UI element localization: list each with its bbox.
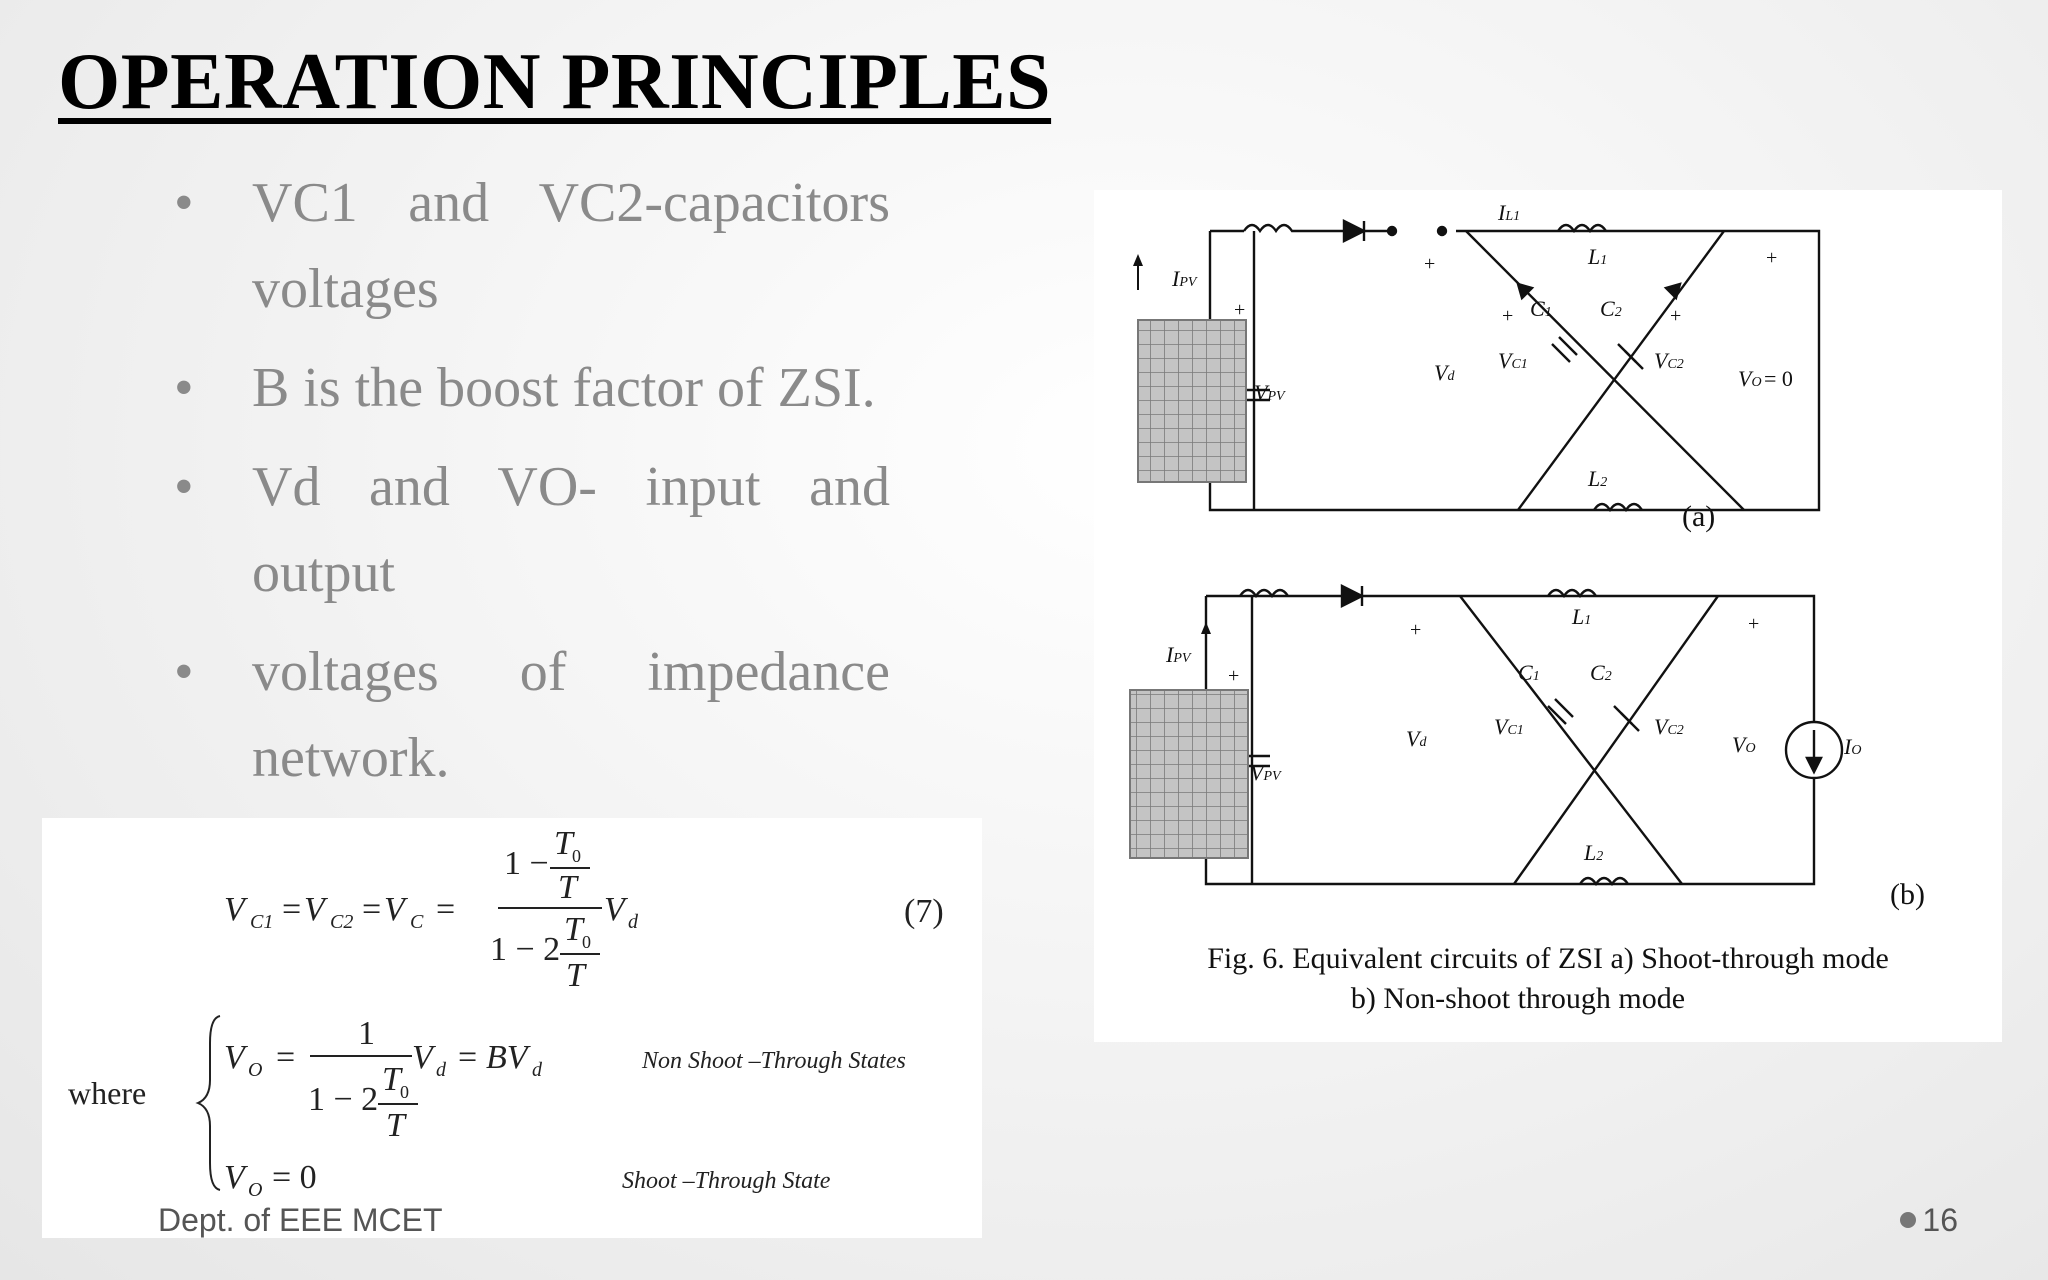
- bullet-item: [170, 160, 890, 332]
- svg-text:T: T: [558, 869, 577, 906]
- where-label: where: [68, 1075, 147, 1111]
- svg-text:Vd: Vd: [1434, 360, 1455, 385]
- svg-text:IL1: IL1: [1498, 200, 1521, 225]
- non-shoot-through-label: Non Shoot –Through States: [642, 1048, 906, 1074]
- bullet-text: voltages of impedance network.: [252, 641, 890, 789]
- label-b: (b): [1890, 878, 1925, 911]
- svg-text:T: T: [382, 1061, 401, 1098]
- svg-text:0: 0: [572, 846, 581, 866]
- svg-text:IO: IO: [1844, 734, 1862, 759]
- svg-text:+: +: [1748, 613, 1760, 635]
- bullet-item: [170, 444, 890, 616]
- svg-text:=: =: [436, 891, 456, 928]
- svg-text:0: 0: [582, 932, 591, 952]
- svg-text:C1: C1: [1518, 660, 1540, 685]
- footer-department: Dept. of EEE MCET: [158, 1202, 443, 1238]
- bullet-dot-icon: •: [174, 456, 194, 518]
- svg-text:=: =: [458, 1039, 478, 1076]
- bullet-text: Vd and VO- input and output: [252, 456, 890, 604]
- svg-text:+: +: [1766, 247, 1778, 269]
- svg-text:1 −: 1 −: [504, 845, 549, 882]
- slide-title: OPERATION PRINCIPLES: [58, 38, 1052, 126]
- bullet-item: [170, 345, 890, 431]
- svg-text:V: V: [412, 1039, 433, 1076]
- bullet-dot-icon: •: [174, 641, 194, 703]
- bullet-dot-icon: •: [174, 357, 194, 419]
- svg-text:C: C: [410, 911, 424, 933]
- bullet-list: [170, 160, 890, 814]
- svg-text:IPV: IPV: [1172, 266, 1197, 291]
- svg-text:C2: C2: [1590, 660, 1612, 685]
- circuit-svg: [1094, 190, 2002, 1042]
- bullet-text: VC1 and VC2-capacitors voltages: [252, 172, 890, 320]
- svg-text:T: T: [386, 1107, 405, 1144]
- svg-text:C2: C2: [1600, 296, 1622, 321]
- svg-text:1 − 2: 1 − 2: [308, 1081, 379, 1118]
- equation-number: (7): [904, 893, 944, 930]
- svg-text:VO: VO: [1732, 732, 1756, 757]
- svg-text:O: O: [248, 1179, 263, 1201]
- svg-text:V: V: [224, 1039, 245, 1076]
- formula-image: [42, 818, 982, 1238]
- svg-text:C1: C1: [1530, 296, 1552, 321]
- bullet-item: [170, 629, 890, 801]
- svg-text:+: +: [1424, 253, 1436, 275]
- svg-text:+: +: [1670, 305, 1682, 327]
- shoot-through-label: Shoot –Through State: [622, 1168, 831, 1194]
- svg-text:C2: C2: [330, 911, 354, 933]
- label-a: (a): [1682, 500, 1716, 533]
- svg-text:L1: L1: [1572, 604, 1592, 629]
- pv-panel-b-icon: [1130, 690, 1248, 858]
- equation-vc: [224, 825, 639, 994]
- svg-text:T: T: [566, 957, 585, 994]
- svg-text:V: V: [224, 1159, 245, 1196]
- svg-text:O: O: [248, 1059, 263, 1081]
- equation-vo: [224, 1015, 543, 1144]
- svg-text:T: T: [554, 825, 573, 862]
- svg-text:L2: L2: [1588, 466, 1608, 491]
- svg-text:L1: L1: [1588, 244, 1608, 269]
- svg-text:C1: C1: [250, 911, 274, 933]
- page-dot-icon: [1900, 1212, 1916, 1228]
- vo-zero-label: = 0: [1764, 366, 1793, 391]
- svg-text:VPV: VPV: [1250, 760, 1281, 785]
- svg-text:=: =: [282, 891, 302, 928]
- svg-text:T: T: [564, 911, 583, 948]
- svg-text:=: =: [276, 1039, 296, 1076]
- svg-text:V: V: [604, 891, 625, 928]
- svg-text:=: =: [362, 891, 382, 928]
- svg-text:VC2: VC2: [1654, 348, 1684, 373]
- figure-caption-line2: b) Non-shoot through mode: [1350, 982, 1686, 1015]
- bullet-text: B is the boost factor of ZSI.: [252, 357, 876, 419]
- svg-text:1: 1: [358, 1015, 375, 1052]
- svg-text:BV: BV: [486, 1039, 528, 1076]
- svg-text:V: V: [224, 891, 245, 928]
- svg-text:L2: L2: [1584, 840, 1604, 865]
- svg-text:0: 0: [400, 1082, 409, 1102]
- svg-text:V: V: [304, 891, 325, 928]
- svg-text:+: +: [1502, 305, 1514, 327]
- svg-text:VC1: VC1: [1494, 714, 1524, 739]
- circuit-b: [1206, 586, 1842, 884]
- figure-caption-line1: Fig. 6. Equivalent circuits of ZSI a) Shoot-through mode: [1207, 942, 1889, 975]
- svg-text:1 − 2: 1 − 2: [490, 931, 561, 968]
- svg-text:V: V: [384, 891, 405, 928]
- svg-text:Vd: Vd: [1406, 726, 1427, 751]
- svg-text:d: d: [532, 1059, 542, 1081]
- svg-text:d: d: [628, 911, 638, 933]
- page-number: [1900, 1202, 1958, 1239]
- equation-vo-zero: [224, 1159, 317, 1201]
- bullet-dot-icon: •: [174, 172, 194, 234]
- vo-zero-text: = 0: [272, 1159, 317, 1196]
- pv-panel-a-icon: [1138, 320, 1246, 482]
- svg-text:VC2: VC2: [1654, 714, 1684, 739]
- svg-text:+: +: [1410, 619, 1422, 641]
- svg-text:+: +: [1228, 665, 1240, 687]
- page-number-text: 16: [1922, 1202, 1958, 1238]
- svg-text:+: +: [1234, 299, 1246, 321]
- formula-svg: [42, 818, 982, 1238]
- svg-text:IPV: IPV: [1166, 642, 1191, 667]
- svg-text:VO: VO: [1738, 366, 1762, 391]
- svg-text:d: d: [436, 1059, 446, 1081]
- svg-text:VPV: VPV: [1254, 380, 1285, 405]
- svg-text:VC1: VC1: [1498, 348, 1528, 373]
- circuit-figure: [1094, 190, 2002, 1042]
